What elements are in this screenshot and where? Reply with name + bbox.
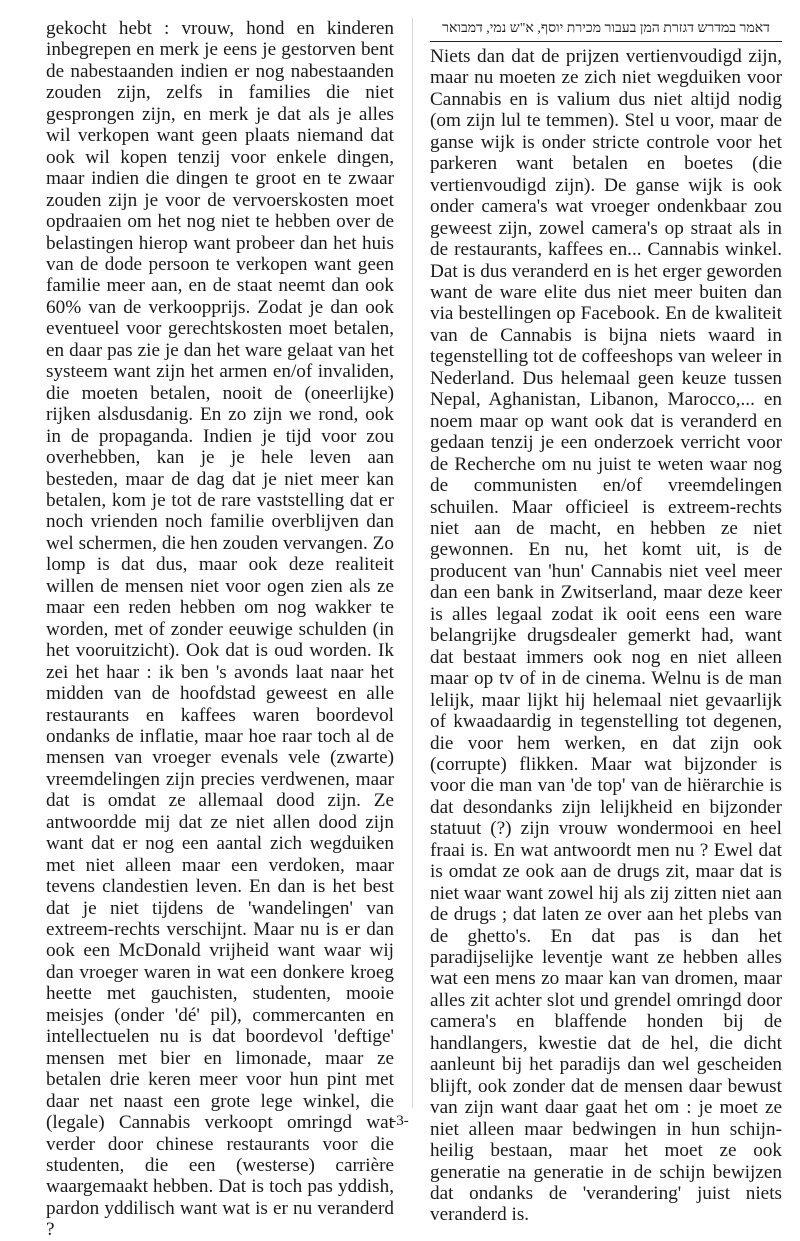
page-number: -3- <box>391 1113 409 1129</box>
left-text-column: gekocht hebt : vrouw, hond en kinderen inbegrepen en merk je eens je gestorven bent de nabestaanden indien er nog nabestaanden zouden zijn, zelfs in families die niet gesprongen zijn, en merk je dat als je alles wil verkopen want geen plaats niemand dat ook wil kopen tenzij voor enkele dingen, maar indien die dingen te groot en te zwaar zouden zijn je voor de vervoerskosten moet opdraaien om het nog niet te hebben over de belastingen hierop want probeer dan het huis van de dode persoon te verkopen want geen familie meer aan, en de staat neemt dan ook 60% van de verkoopprijs. Zodat je dan ook eventueel voor gerechtskosten moet betalen, en daar pas zie je dan het ware gelaat van het systeem want zijn het armen en/of invaliden, die moeten betalen, nooit de (oneerlijke) rijken alsdusdanig. En zo zijn we rond, ook in de propaganda. Indien je tijd voor zou overhebben, kan je je hele leven aan besteden, maar de dag dat je niet meer kan betalen, kom je tot de rare vaststelling dat er noch vrienden noch familie overblijven dan wel schermen, die hen zouden vervangen. Zo lomp is dat dus, maar ook deze realiteit willen de mensen niet voor ogen zien als ze maar een reden hebben om nog wakker te worden, met of zonder eeuwige schulden (in het vooruitzicht). Ook dat is oud worden. Ik zei het haar : ik ben 's avonds laat naar het midden van de hoofdstad geweest en alle restaurants en kaffees waren boordevol ondanks de inflatie, maar hoe raar toch al de mensen van vroeger evenals vele (zwarte) vreemdelingen zijn precies verdwenen, maar dat is omdat ze allemaal dood zijn. Ze antwoordde mij dat ze niet allen dood zijn want dat er nog een aantal zich wegduiken met niet alleen maar een verdoken, maar tevens clandestien leven. En dan is het best dat je niet tijdens de 'wandelingen' van extreem-rechts verschijnt. Maar nu is er dan ook een McDonald vrijheid want waar wij dan vroeger waren in wat een donkere kroeg heette met gauchisten, studenten, mooie meisjes (onder 'dé' pil), commercanten en intellectuelen nu is dat boordevol 'deftige' mensen met bier en limonade, maar ze betalen drie keren meer voor hun pint met daar net naast een grote lege winkel, die (legale) Cannabis verkoopt omringd wat verder door chinese restaurants voor die studenten, die een (westerse) carrière waargemaakt hebben. Dat is toch pas yddish, pardon yddilisch want wat is er nu veranderd ? <box>46 18 394 1241</box>
right-text-column <box>430 20 782 1226</box>
column-divider <box>412 18 413 1108</box>
right-column-body: Niets dan dat de prijzen vertienvoudigd zijn, maar nu moeten ze zich niet wegduiken voor Cannabis en is valium dus niet altijd nodig (om zijn lul te temmen). Stel u voor, maar de ganse wijk is onder stricte controle voor het parkeren want betalen en boetes (die vertienvoudigd zijn). De ganse wijk is ook onder camera's wat vroeger ondenkbaar zou geweest zijn, zowel camera's op straat als in de restaurants, kaffees en... Cannabis winkel. Dat is dus veranderd en is het erger geworden want de ware elite dus niet meer buiten dan via bestellingen op Facebook. En de kwaliteit van de Cannabis is bijna niets waard in tegenstelling tot de coffeeshops van weleer in Nederland. Dus helemaal geen keuze tussen Nepal, Aghanistan, Libanon, Marocco,... en noem maar op want ook dat is veranderd en gedaan tenzij je een onderzoek verricht voor de Recherche om nu juist te weten waar nog de communisten en/of vreemdelingen schuilen. Maar officieel is extreem-rechts niet aan de macht, en hebben ze niet gewonnen. En nu, het komt uit, is de producent van 'hun' Cannabis niet veel meer dan een bank in Zwitserland, maar deze keer is alles legaal zodat ik ooit eens een ware belangrijke drugsdealer gemerkt had, want dat bestaat immers ook nog en niet alleen maar op tv of in de cinema. Welnu is de man lelijk, maar lijkt hij helemaal niet gevaarlijk of kwaadaardig in tegenstelling tot degenen, die voor hem werken, en dat zijn ook (corrupte) flikken. Maar wat bijzonder is voor die man van 'de top' van de hiërarchie is dat desondanks zijn lelijkheid en bijzonder statuut (?) zijn vrouw wondermooi en heel fraai is. En wat antwoordt men nu ? Ewel dat is omdat ze ook aan de drugs zit, maar dat is niet waar want zowel hij als zij zitten niet aan de drugs ; dat laten ze over aan het plebs van de ghetto's. En dat pas is dan het paradijselijke leventje want ze hebben alles wat een mens zo maar kan van dromen, maar alles zit achter slot und grendel omringd door camera's en blaffende honden bij de handlangers, kwestie dat de hel, die dicht aanleunt bij het paradijs dan wel gescheiden blijft, ook zonder dat de mensen daar bewust van zijn want daar gaat het om : je moet ze niet alleen maar bedwingen in hun schijn-heilig bestaan, maar het moet ze ook generatie na generatie in de schijn bewijzen dat ondanks de 'verandering' juist niets veranderd is. <box>430 46 782 1226</box>
hebrew-header: דאמר במדרש דגזרת המן בעבור מכירת יוסף, א"ש נמי, דמבואר <box>430 20 782 42</box>
